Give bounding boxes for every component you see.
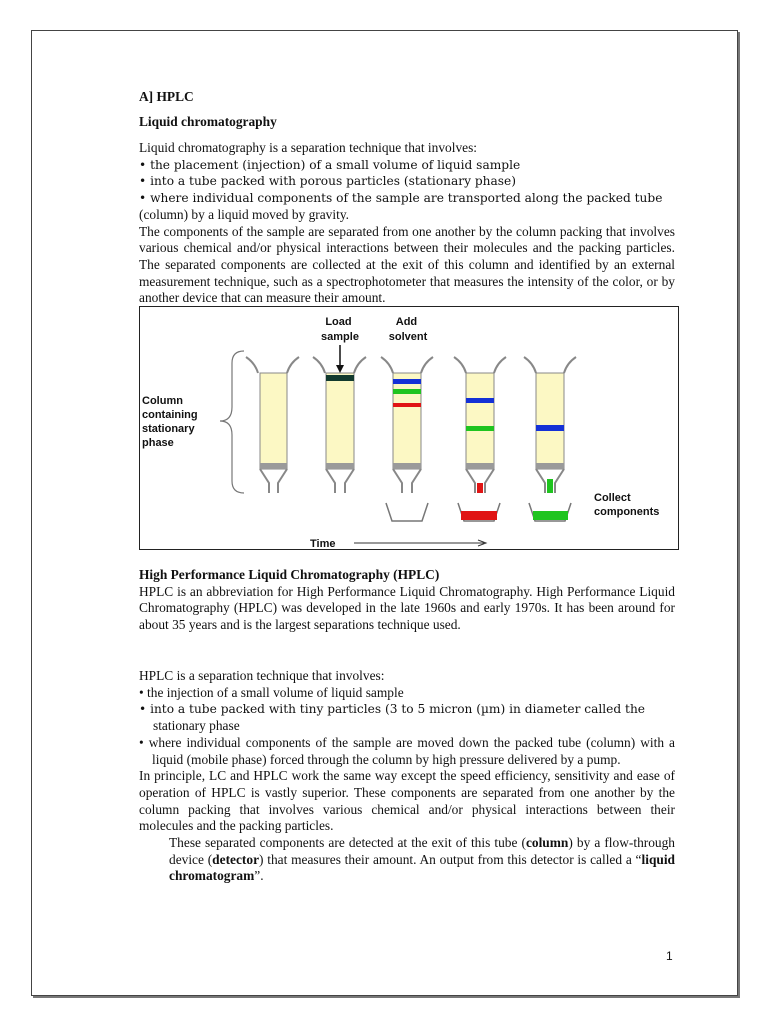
column-brace [220,351,244,493]
column-2 [313,357,366,493]
lc-title: Liquid chromatography [139,114,277,129]
hplc-para-1: HPLC is an abbreviation for High Performance Liquid Chromatography. High Performance Liquid Chromatography (HPLC) was developed in the late 1960s and early 1970s. It has been around for about 35 years and is the largest separations technique used. [139,583,675,633]
hplc-bullet-3: • where individual components of the sample are moved down the packed tube (column) with a liquid (mobile phase) forced through the column by high pressure delivered by a pump. [139,734,675,767]
hplc-section [139,567,675,634]
hplc-involves [139,668,675,885]
column-5 [524,357,576,521]
hplc-title: High Performance Liquid Chromatography (HPLC) [139,567,440,582]
label-collect-components: Collect components [594,492,660,518]
section-title: A] HPLC [139,89,194,104]
lc-bullet-2: • into a tube packed with porous particles (stationary phase) [139,174,516,189]
label-add-solvent: Add solvent [388,316,428,343]
lc-paragraph: The components of the sample are separated from one another by the column packing that involves various chemical and/or physical interactions between their molecules and the packing particles. The separated components are collected at the exit of this column and identified by an external measurement technique, such as a spectrophotometer that measures the intensity of the color, or by another device that can measure their amount. [139,223,675,306]
column-4 [454,357,506,521]
lc-body [139,140,675,307]
column-1 [246,357,299,493]
lc-bullet-1: • the placement (injection) of a small volume of liquid sample [139,157,521,172]
hplc-bullet-1: • the injection of a small volume of liquid sample [139,684,404,700]
chromatography-diagram [139,306,679,550]
hplc-para-2: In principle, LC and HPLC work the same way except the speed efficiency, sensitivity and ease of operation of HPLC is vastly superior. These components are separated from one another by the column packing that involves various chemical and/or physical interactions between their molecules and the packing particles. [139,768,675,834]
column-3 [381,357,433,521]
lc-intro: Liquid chromatography is a separation technique that involves: [139,140,478,155]
label-column: Column containing stationary phase [142,395,198,449]
hplc-bullet-2-cont: stationary phase [153,718,240,734]
lc-bullet-3: • where individual components of the sample are transported along the packed tube [139,191,663,206]
down-arrow-icon [336,345,344,373]
page-number: 1 [666,949,673,963]
label-time: Time [310,538,336,549]
hplc-bullet-2: • into a tube packed with tiny particles (3 to 5 micron (µm) in diameter called the [139,702,646,717]
section-heading [139,89,675,106]
hplc-intro: HPLC is a separation technique that involves: [139,668,385,683]
time-arrow-icon [354,540,486,546]
label-load-sample: Load sample [321,316,359,343]
lc-bullet-3-cont: (column) by a liquid moved by gravity. [139,206,349,222]
hplc-para-3: These separated components are detected at the exit of this tube (column) by a flow-through device (detector) that measures their amount. An output from this detector is called a “liquid chromatogram”. [169,835,676,884]
lc-section [139,114,675,131]
